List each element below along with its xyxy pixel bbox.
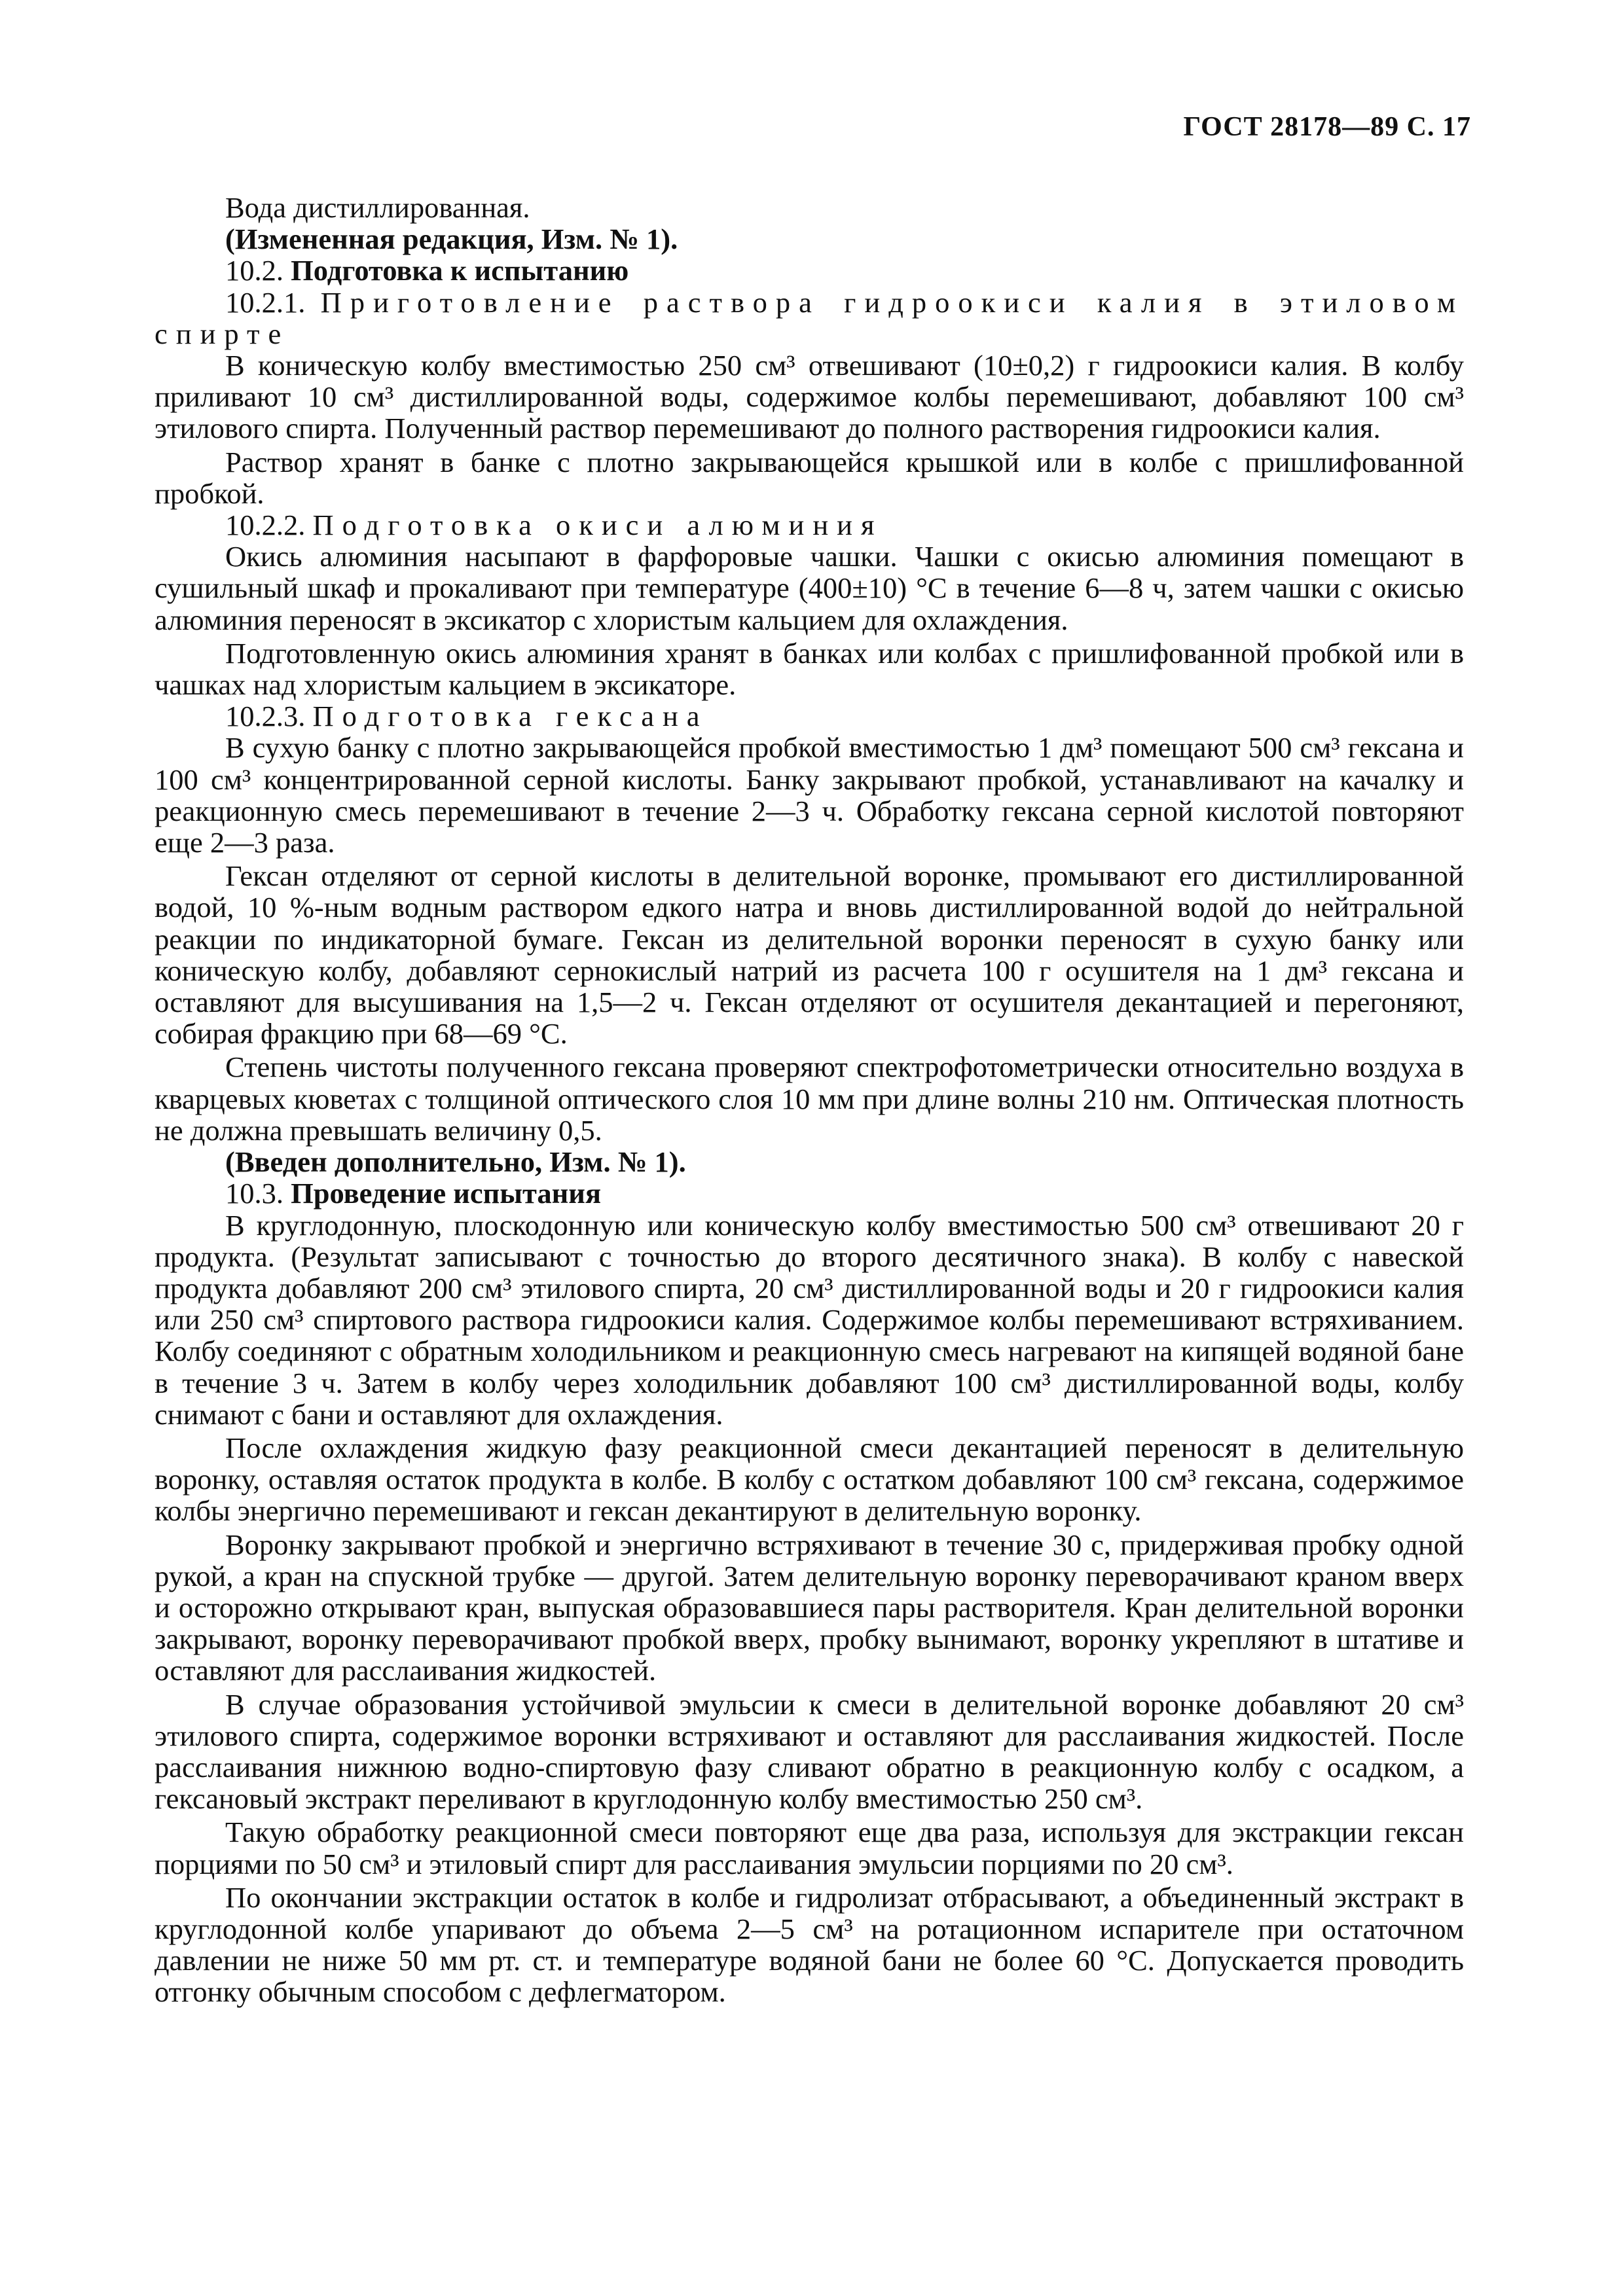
paragraph: Окись алюминия насыпают в фарфоровые чашки. Чашки с окисью алюминия помещают в сушильный шкаф и прокаливают при температуре (400±10) °С в течение 6—8 ч, затем чашки с окисью алюминия переносят в эксикатор с хлористым кальцием для охлаждения. xyxy=(155,540,1464,636)
subsection-heading: 10.2.3. Подготовка гексана xyxy=(225,700,708,733)
reagent-line: Вода дистиллированная. xyxy=(225,191,530,224)
subsection-heading: 10.2.2. Подготовка окиси алюминия xyxy=(225,509,883,542)
paragraph: После охлаждения жидкую фазу реакционной смеси декантацией переносят в делительную воронку, оставляя остаток продукта в колбе. В колбу с остатком добавляют 100 см³ гексана, содержимое колбы энергично перемешивают и гексан декантируют в делительную воронку. xyxy=(155,1431,1464,1528)
paragraph: По окончании экстракции остаток в колбе и гидролизат отбрасывают, а объединенный экстракт в круглодонной колбе упаривают до объема 2—5 см³ на ротационном испарителе при остаточном давлении не ниже 50 мм рт. ст. и температуре водяной бани не более 60 °С. Допускается проводить отгонку обычным способом с дефлегматором. xyxy=(155,1880,1464,2009)
paragraph: Раствор хранят в банке с плотно закрывающейся крышкой или в колбе с пришлифованной пробкой. xyxy=(155,445,1464,510)
paragraph: Воронку закрывают пробкой и энергично встряхивают в течение 30 с, придерживая пробку одной рукой, а кран на спускной трубке — другой. Затем делительную воронку переворачивают краном вверх и осторожно открывают кран, выпуская образовавшиеся пары растворителя. Кран делительной воронки закрывают, воронку переворачивают пробкой вверх, пробку вынимают, воронку укрепляют в штативе и оставляют для расслаивания жидкостей. xyxy=(155,1528,1464,1687)
amendment-note: (Введен дополнительно, Изм. № 1). xyxy=(225,1145,686,1179)
page-header: ГОСТ 28178—89 С. 17 xyxy=(1183,112,1471,142)
paragraph: В сухую банку с плотно закрывающейся пробкой вместимостью 1 дм³ помещают 500 см³ гексана и 100 см³ концентрированной серной кислоты. Банку закрывают пробкой, устанавливают на качалку и реакционную смесь перемешивают в течение 2—3 ч. Обработку гексана серной кислотой повторяют еще 2—3 раза. xyxy=(155,731,1464,859)
paragraph: Гексан отделяют от серной кислоты в делительной воронке, промывают его дистиллированной водой, 10 %-ным водным раствором едкого натра и вновь дистиллированной водой до нейтральной реакции по индикаторной бумаге. Гексан из делительной воронки переносят в сухую банку или коническую колбу, добавляют сернокислый натрий из расчета 100 г осушителя на 1 дм³ гексана и оставляют для высушивания на 1,5—2 ч. Гексан отделяют от осушителя декантацией и перегоняют, собирая фракцию при 68—69 °С. xyxy=(155,859,1464,1050)
paragraph: В случае образования устойчивой эмульсии к смеси в делительной воронке добавляют 20 см³ этилового спирта, содержимое воронки встряхивают и оставляют для расслаивания жидкостей. После расслаивания нижнюю водно-спиртовую фазу сливают обратно в реакционную колбу с осадком, а гексановый экстракт переливают в круглодонную колбу вместимостью 250 см³. xyxy=(155,1687,1464,1816)
paragraph: В круглодонную, плоскодонную или коническую колбу вместимостью 500 см³ отвешивают 20 г продукта. (Результат записывают с точностью до второго десятичного знака). В колбу с навеской продукта добавляют 200 см³ этилового спирта, 20 см³ дистиллированной воды и 20 г гидроокиси калия или 250 см³ спиртового раствора гидроокиси калия. Содержимое колбы перемешивают встряхиванием. Колбу соединяют с обратным холодильником и реакционную смесь нагревают на кипящей водяной бане в течение 3 ч. Затем в колбу через холодильник добавляют 100 см³ дистиллированной воды, колбу снимают с бани и оставляют для охлаждения. xyxy=(155,1208,1464,1431)
section-heading: 10.2. Подготовка к испытанию xyxy=(225,254,629,287)
paragraph: Подготовленную окись алюминия хранят в банках или колбах с пришлифованной пробкой или в чашках над хлористым кальцием в эксикаторе. xyxy=(155,636,1464,702)
paragraph: Степень чистоты полученного гексана проверяют спектрофотометрически относительно воздуха в кварцевых кюветах с толщиной оптического слоя 10 мм при длине волны 210 нм. Оптическая плотность не должна превышать величину 0,5. xyxy=(155,1050,1464,1147)
amendment-note: (Измененная редакция, Изм. № 1). xyxy=(225,223,678,256)
paragraph: В коническую колбу вместимостью 250 см³ отвешивают (10±0,2) г гидроокиси калия. В колбу приливают 10 см³ дистиллированной воды, содержимое колбы перемешивают, добавляют 100 см³ этилового спирта. Полученный раствор перемешивают до полного растворения гидроокиси калия. xyxy=(155,349,1464,445)
paragraph: Такую обработку реакционной смеси повторяют еще два раза, используя для экстракции гексан порциями по 50 см³ и этиловый спирт для расслаивания эмульсии порциями по 20 см³. xyxy=(155,1816,1464,1880)
subsection-heading: 10.2.1. Приготовление раствора гидроокиси калия в этиловом спирте xyxy=(155,285,1464,350)
section-heading: 10.3. Проведение испытания xyxy=(225,1177,602,1210)
document-body xyxy=(155,192,1464,2008)
